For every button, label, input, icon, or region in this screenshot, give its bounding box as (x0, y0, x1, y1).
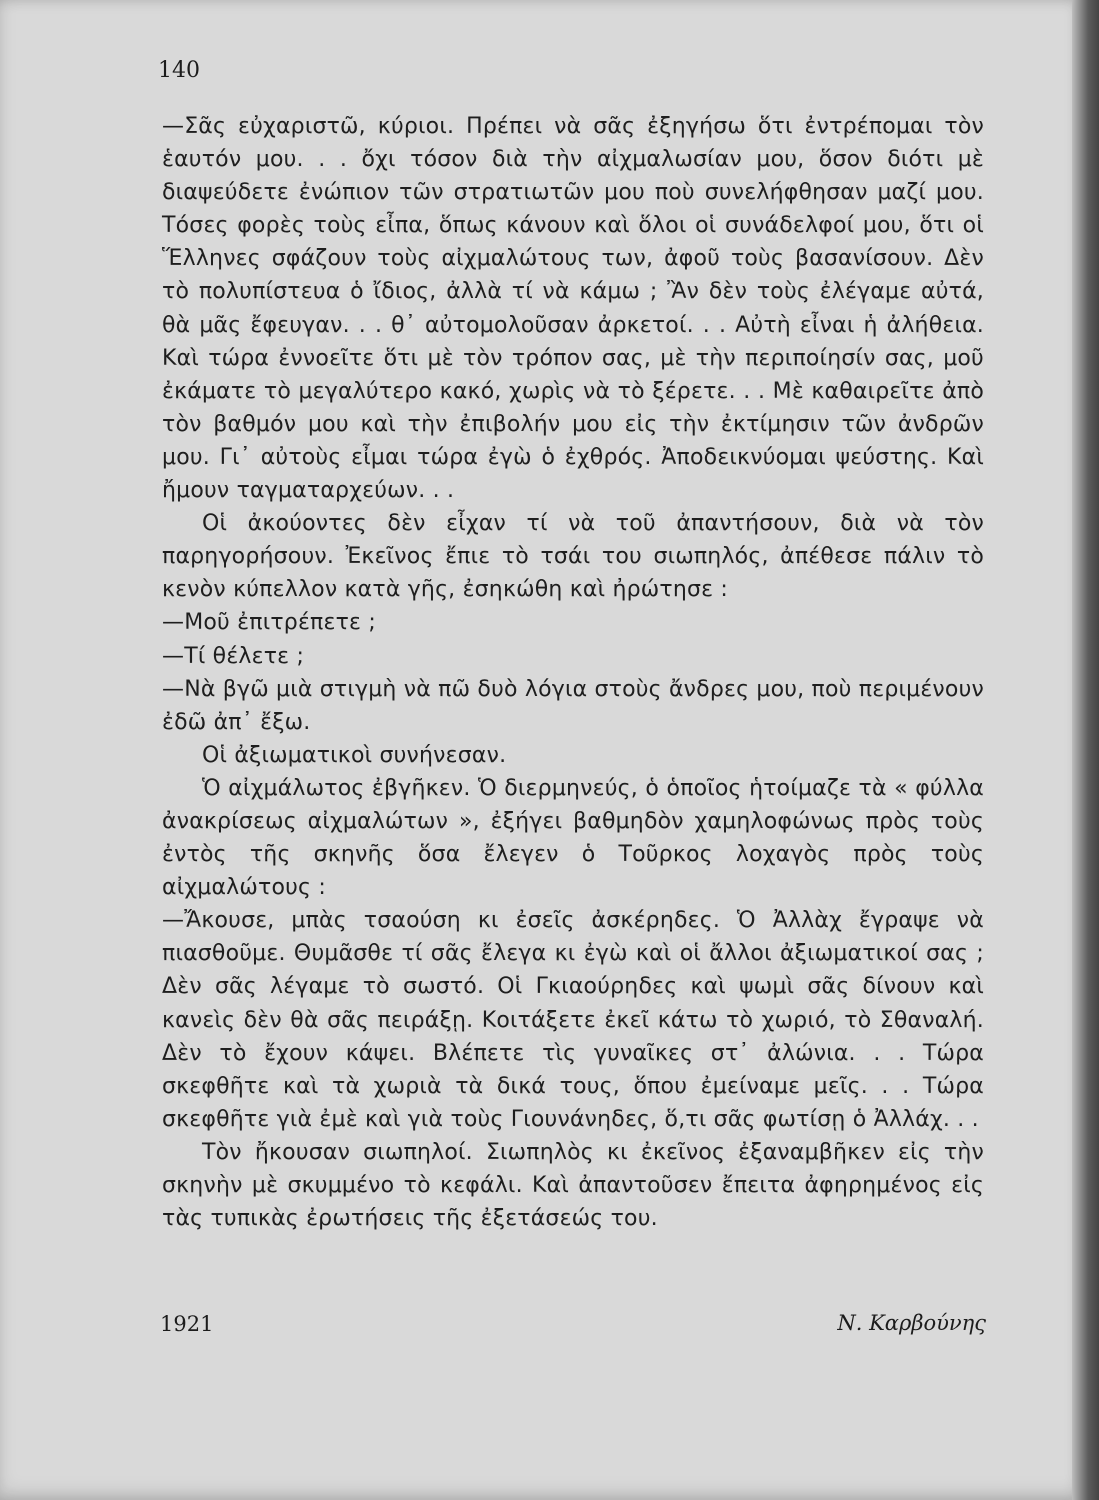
page-number: 140 (158, 58, 200, 83)
paragraph-2: Οἱ ἀκούοντες δὲν εἶχαν τί νὰ τοῦ ἀπαντήσουν, διὰ νὰ τὸν παρηγορήσουν. Ἐκεῖνος ἔπιε τὸ τσάι του σιωπηλός, ἀπέθεσε πάλιν τὸ κενὸν κύπελλον κατὰ γῆς, ἐσηκώθη καὶ ἠρώτησε : (162, 511, 984, 603)
paragraph-3: —Μοῦ ἐπιτρέπετε ; (162, 610, 376, 636)
page-edge-shadow (1072, 0, 1099, 1500)
paragraph-5: —Νὰ βγῶ μιὰ στιγμὴ νὰ πῶ δυὸ λόγια στοὺς ἄνδρες μου, ποὺ περιμένουν ἐδῶ ἀπ᾽ ἔξω. (162, 676, 984, 735)
footer-year: 1921 (160, 1312, 214, 1336)
paragraph-6: Οἱ ἀξιωματικοὶ συνήνεσαν. (202, 742, 507, 768)
footer-author: Ν. Καρβούνης (837, 1311, 986, 1335)
paragraph-9: Τὸν ἤκουσαν σιωπηλοί. Σιωπηλὸς κι ἐκεῖνος ἐξαναμβῆκεν εἰς τὴν σκηνὴν μὲ σκυμμένο τὸ κεφάλι. Καὶ ἀπαντοῦσεν ἔπειτα ἀφηρημένος εἰς τὰς τυπικὰς ἐρωτήσεις τῆς ἐξετάσεώς του. (162, 1139, 984, 1232)
paragraph-8: —Ἄκουσε, μπὰς τσαούση κι ἐσεῖς ἀσκέρηδες. Ὁ Ἀλλὰχ ἔγραψε νὰ πιασθοῦμε. Θυμᾶσθε τί σᾶς ἔλεγα κι ἐγὼ καὶ οἱ ἄλλοι ἀξιωματικοί σας ; Δὲν σᾶς λέγαμε τὸ σωστό. Οἱ Γκιαούρηδες καὶ ψωμὶ σᾶς δίνουν καὶ κανεὶς δὲν θὰ σᾶς πειράξῃ. Κοιτάξετε ἐκεῖ κάτω τὸ χωριό, τὸ Σθαναλή. Δὲν τὸ ἔχουν κάψει. Βλέπετε τὶς γυναῖκες στ᾽ ἀλώνια. . . Τώρα σκεφθῆτε καὶ τὰ χωριὰ τὰ δικά τους, ὅπου ἐμείναμε μεῖς. . . Τώρα σκεφθῆτε γιὰ ἐμὲ καὶ γιὰ τοὺς Γιουνάνηδες, ὅ,τι σᾶς φωτίσῃ ὁ Ἀλλάχ. . . (162, 908, 984, 1132)
paragraph-4: —Τί θέλετε ; (162, 643, 305, 669)
body-text (162, 110, 984, 1235)
paragraph-7: Ὁ αἰχμάλωτος ἐβγῆκεν. Ὁ διερμηνεύς, ὁ ὁποῖος ἡτοίμαζε τὰ « φύλλα ἀνακρίσεως αἰχμαλώτων », ἐξήγει βαθμηδὸν χαμηλοφώνως πρὸς τοὺς ἐντὸς τῆς σκηνῆς ὅσα ἔλεγεν ὁ Τοῦρκος λοχαγὸς πρὸς τοὺς αἰχμαλώτους : (162, 775, 984, 901)
paragraph-1: —Σᾶς εὐχαριστῶ, κύριοι. Πρέπει νὰ σᾶς ἐξηγήσω ὅτι ἐντρέπομαι τὸν ἑαυτόν μου. . . ὄχι τόσον διὰ τὴν αἰχμαλωσίαν μου, ὅσον διότι μὲ διαψεύδετε ἐνώπιον τῶν στρατιωτῶν μου ποὺ συνελήφθησαν μαζί μου. Τόσες φορὲς τοὺς εἶπα, ὅπως κάνουν καὶ ὅλοι οἱ συνάδελφοί μου, ὅτι οἱ Ἕλληνες σφάζουν τοὺς αἰχμαλώτους των, ἀφοῦ τοὺς βασανίσουν. Δὲν τὸ πολυπίστευα ὁ ἴδιος, ἀλλὰ τί νὰ κάμω ; Ἂν δὲν τοὺς ἐλέγαμε αὐτά, θὰ μᾶς ἔφευγαν. . . θ᾽ αὐτομολοῦσαν ἀρκετοί. . . Αὐτὴ εἶναι ἡ ἀλήθεια. Καὶ τώρα ἐννοεῖτε ὅτι μὲ τὸν τρόπον σας, μὲ τὴν περιποίησίν σας, μοῦ ἐκάματε τὸ μεγαλύτερο κακό, χωρὶς νὰ τὸ ξέρετε. . . Μὲ καθαιρεῖτε ἀπὸ τὸν βαθμόν μου καὶ τὴν ἐπιβολήν μου εἰς τὴν ἐκτίμησιν τῶν ἀνδρῶν μου. Γι᾽ αὐτοὺς εἶμαι τώρα ἐγὼ ὁ ἐχθρός. Ἀποδεικνύομαι ψεύστης. Καὶ ἤμουν ταγματαρχεύων. . . (162, 114, 984, 504)
